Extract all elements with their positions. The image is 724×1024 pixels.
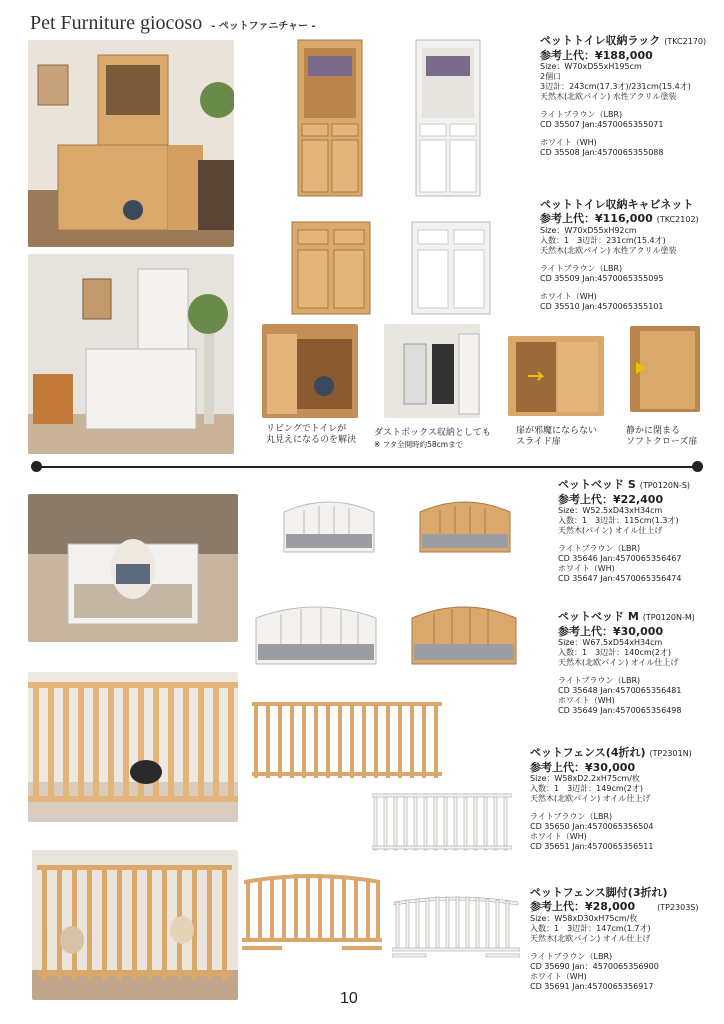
- caption-living: [266, 424, 356, 446]
- product-code: (TP2303S): [657, 903, 699, 912]
- product-code: (TKC2170): [664, 37, 707, 46]
- spec-line: Size：W70xD55xH195cm: [540, 62, 642, 71]
- product-price: 参考上代：¥28,000: [530, 900, 636, 913]
- variant-code: CD 35691 Jan:4570065356917: [530, 982, 654, 991]
- product-cabinet: [540, 198, 699, 312]
- product-name: ペットベッド S: [558, 478, 636, 491]
- product-fence4: [530, 746, 692, 852]
- variant-color: ホワイト（WH): [540, 138, 597, 147]
- product-price: 参考上代：¥188,000: [540, 49, 653, 62]
- product-price: 参考上代：¥30,000: [558, 625, 664, 638]
- title-subtitle: - ペットファニチャー -: [211, 21, 316, 32]
- bed-s-lbr-image: [410, 492, 520, 564]
- variant-code: CD 35649 Jan:4570065356498: [558, 706, 682, 715]
- product-code: (TP0120N-S): [639, 481, 691, 490]
- spec-line: Size：W58xD30xH75cm/枚: [530, 914, 638, 923]
- spec-line: 天然木(北欧パイン) オイル仕上げ: [558, 658, 679, 667]
- spec-line: 天然木(北欧パイン) 水性アクリル塗装: [540, 246, 677, 255]
- variant-color: ライトブラウン（LBR): [540, 110, 623, 119]
- fence3-lbr-image: [242, 866, 382, 952]
- spec-line: 入数：1 3辺計：231cm(15.4才): [540, 236, 666, 245]
- product-code: (TP2301N): [649, 749, 692, 758]
- caption-line: ソフトクローズ扉: [626, 437, 698, 447]
- caption-line: 扉が邪魔にならない: [516, 426, 598, 436]
- spec-line: Size：W67.5xD54xH34cm: [558, 638, 663, 647]
- lifestyle-photo-fence3: [32, 850, 238, 1000]
- bed-m-wh-image: [246, 596, 386, 676]
- spec-line: 天然木(北欧パイン) 水性アクリル塗装: [540, 92, 677, 101]
- product-fence3: [530, 886, 699, 992]
- caption-line: 丸見えになるのを解決: [266, 435, 357, 445]
- product-rack: [540, 34, 706, 158]
- cabinet-lbr-image: [290, 220, 372, 316]
- product-name: ペットベッド M: [558, 610, 639, 623]
- caption-line: スライド扉: [516, 437, 561, 447]
- fence4-lbr-image: [252, 694, 442, 782]
- product-code: (TKC2102): [656, 215, 699, 224]
- spec-line: 入数：1 3辺計：149cm(2才): [530, 784, 643, 793]
- variant-color: ホワイト（WH): [530, 832, 587, 841]
- detail-photo-open-cabinet: [262, 324, 358, 418]
- lifestyle-photo-bed: [28, 494, 238, 642]
- rack-wh-image: [412, 38, 484, 198]
- section-divider: [36, 466, 698, 468]
- divider-dot-left: [31, 461, 42, 472]
- variant-code: CD 35648 Jan:4570065356481: [558, 686, 682, 695]
- product-name: ペットトイレ収納キャビネット: [540, 198, 694, 211]
- variant-code: CD 35510 Jan:4570065355101: [540, 302, 664, 311]
- divider-dot-right: [692, 461, 703, 472]
- detail-photo-dust-box: [384, 324, 480, 418]
- variant-color: ライトブラウン（LBR): [558, 544, 641, 553]
- spec-line: 入数：1 3辺計：115cm(1.3才): [558, 516, 679, 525]
- rack-lbr-image: [294, 38, 366, 198]
- variant-color: ライトブラウン（LBR): [530, 812, 613, 821]
- variant-color: ライトブラウン（LBR): [558, 676, 641, 685]
- product-price: 参考上代：¥116,000: [540, 212, 653, 225]
- bed-m-lbr-image: [404, 596, 524, 676]
- arrow-icon: [636, 362, 646, 374]
- bed-s-wh-image: [274, 492, 384, 564]
- spec-line: 天然木(北欧パイン) オイル仕上げ: [530, 794, 651, 803]
- title-text: Pet Furniture giocoso: [30, 12, 203, 34]
- caption-line: 静かに閉まる: [626, 426, 681, 436]
- variant-code: CD 35650 Jan:4570065356504: [530, 822, 654, 831]
- product-price: 参考上代：¥30,000: [530, 761, 636, 774]
- product-code: (TP0120N-M): [642, 613, 695, 622]
- variant-color: ライトブラウン（LBR): [540, 264, 623, 273]
- variant-code: CD 35508 Jan:4570065355088: [540, 148, 664, 157]
- page-number: 10: [340, 990, 358, 1007]
- caption-line: リビングでトイレが: [266, 424, 347, 434]
- product-price: 参考上代：¥22,400: [558, 493, 664, 506]
- variant-color: ホワイト（WH): [558, 564, 615, 573]
- fence4-wh-image: [372, 790, 512, 854]
- cabinet-wh-image: [410, 220, 492, 316]
- variant-code: CD 35651 Jan:4570065356511: [530, 842, 654, 851]
- variant-color: ホワイト（WH): [540, 292, 597, 301]
- caption-slide-door: [516, 426, 597, 448]
- spec-line: 入数：1 3辺計：140cm(2才): [558, 648, 671, 657]
- spec-line: Size：W58xD2.2xH75cm/枚: [530, 774, 640, 783]
- lifestyle-photo-rack-wh: [28, 254, 234, 454]
- spec-line: Size：W70xD55xH92cm: [540, 226, 637, 235]
- product-bed-s: [558, 478, 690, 584]
- page-title: [30, 12, 316, 35]
- variant-code: CD 35646 Jan:4570065356467: [558, 554, 682, 563]
- variant-color: ライトブラウン（LBR): [530, 952, 613, 961]
- variant-color: ホワイト（WH): [558, 696, 615, 705]
- spec-line: 2個口: [540, 72, 562, 81]
- caption-line: ダストボックス収納としても: [374, 428, 491, 438]
- fence3-wh-image: [392, 890, 520, 960]
- caption-note: ※ フタ全開時約58cmまで: [374, 440, 464, 449]
- spec-line: 天然木(北欧パイン) オイル仕上げ: [530, 934, 651, 943]
- product-name: ペットトイレ収納ラック: [540, 34, 661, 47]
- spec-line: 天然木(パイン) オイル仕上げ: [558, 526, 663, 535]
- detail-photo-slide-door: [508, 336, 604, 416]
- variant-code: CD 35690 Jan：4570065356900: [530, 962, 659, 971]
- product-name: ペットフェンス(4折れ): [530, 746, 646, 759]
- variant-color: ホワイト（WH): [530, 972, 587, 981]
- spec-line: 3辺計：243cm(17.3才)/231cm(15.4才): [540, 82, 691, 91]
- spec-line: Size：W52.5xD43xH34cm: [558, 506, 663, 515]
- variant-code: CD 35647 Jan:4570065356474: [558, 574, 682, 583]
- spec-line: 入数：1 3辺計：147cm(1.7才): [530, 924, 651, 933]
- lifestyle-photo-fence4: [28, 672, 238, 822]
- variant-code: CD 35507 Jan:4570065355071: [540, 120, 664, 129]
- product-bed-m: [558, 610, 695, 716]
- caption-soft-close: [626, 426, 697, 448]
- variant-code: CD 35509 Jan:4570065355095: [540, 274, 664, 283]
- product-name: ペットフェンス脚付(3折れ): [530, 886, 668, 899]
- caption-dust-box: [374, 428, 491, 450]
- lifestyle-photo-rack-lbr: [28, 40, 234, 247]
